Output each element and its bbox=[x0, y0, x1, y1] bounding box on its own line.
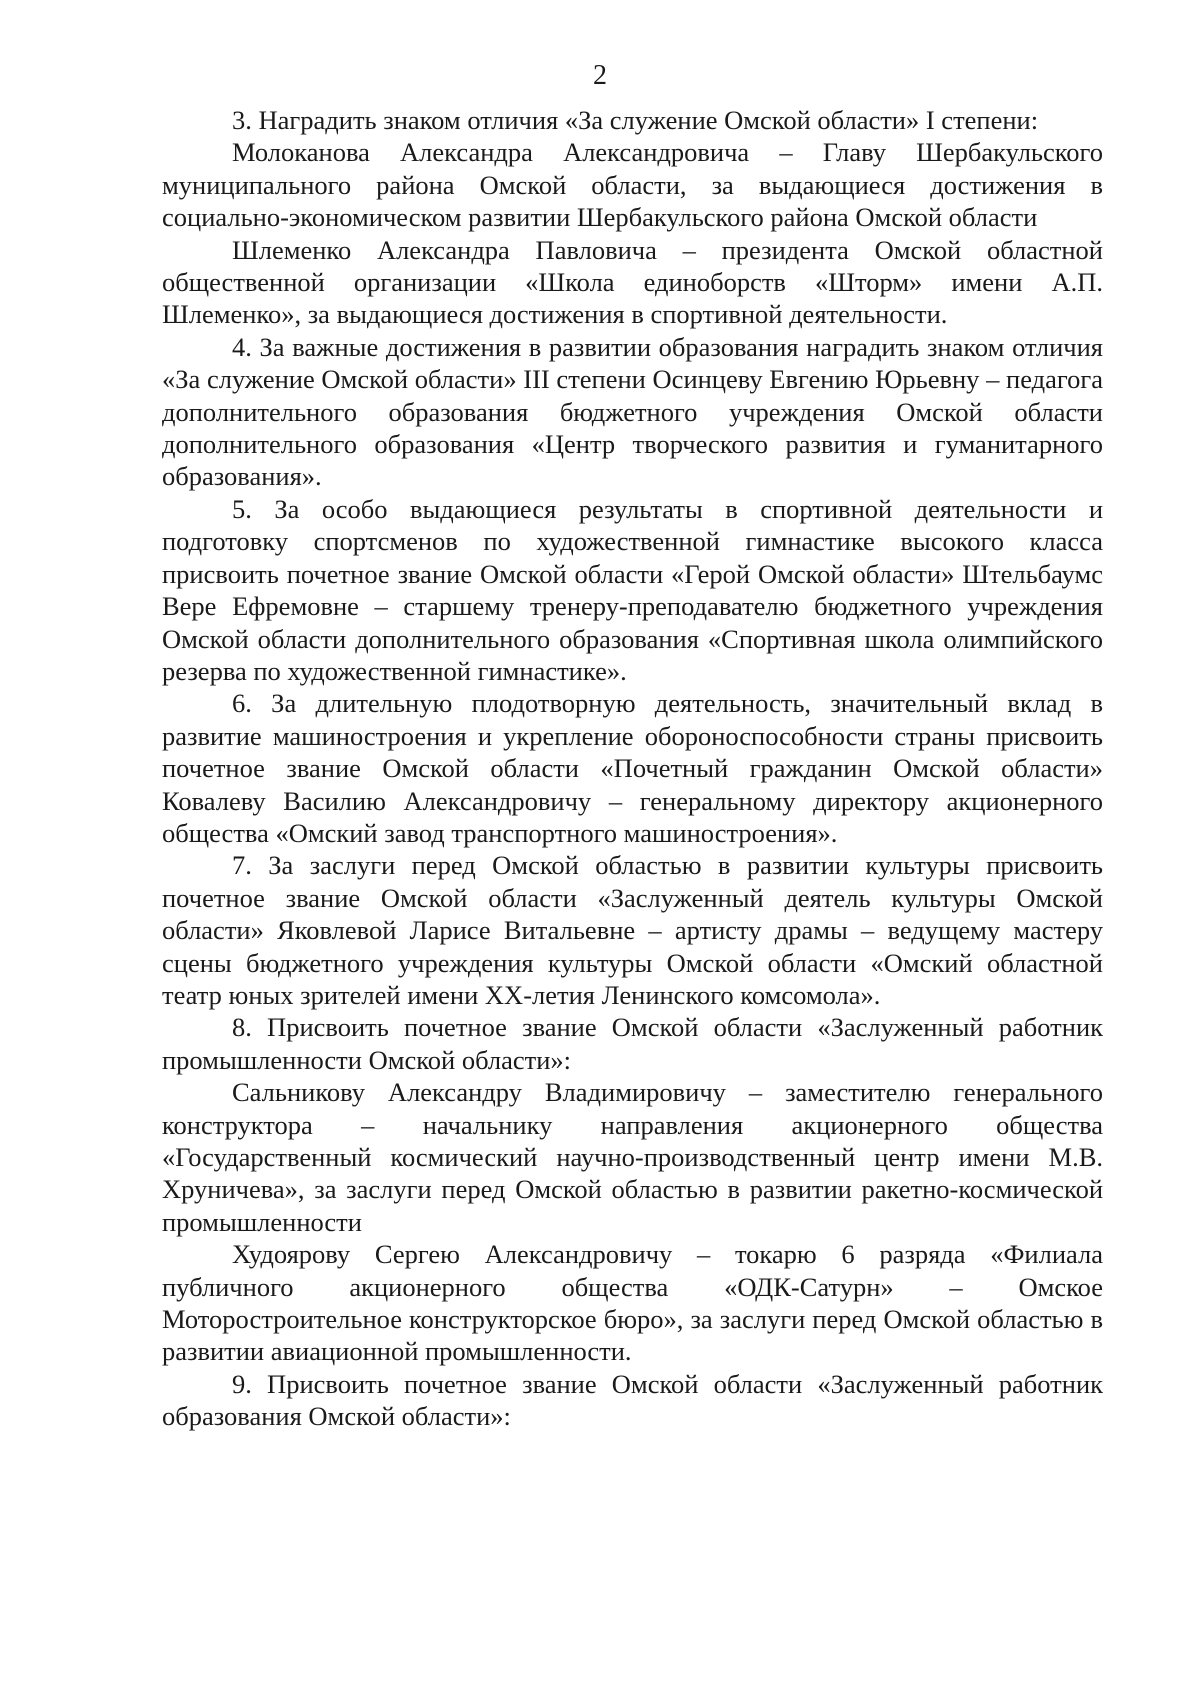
paragraph-shlemenko: Шлеменко Александра Павловича – президента Омской областной общественной организации «Школа единоборств «Шторм» имени А.П. Шлеменко», за выдающиеся достижения в спортивной деятельности. bbox=[162, 234, 1103, 330]
paragraph-item-3: 3. Наградить знаком отличия «За служение Омской области» I степени: bbox=[232, 105, 1039, 135]
paragraph-item-6: 6. За длительную плодотворную деятельность, значительный вклад в развитие машиностроения и укрепление обороноспособности страны присвоить почетное звание Омской области «Почетный гражданин Омской области» Ковалеву Василию Александровичу – генеральному директору акционерного общества «Омский завод транспортного машиностроения». bbox=[162, 688, 1103, 848]
paragraph-item-4: 4. За важные достижения в развитии образования наградить знаком отличия «За служение Омской области» III степени Осинцеву Евгению Юрьевну – педагога дополнительного образования бюджетного учреждения Омской области дополнительного образования «Центр творческого развития и гуманитарного образования». bbox=[162, 331, 1103, 492]
paragraph-item-9: 9. Присвоить почетное звание Омской области «Заслуженный работник образования Омской области»: bbox=[162, 1368, 1103, 1432]
paragraph-molokanov: Молоканова Александра Александровича – Главу Шербакульского муниципального района Омской области, за выдающиеся достижения в социально-экономическом развитии Шербакульского района Омской области bbox=[162, 137, 1103, 233]
paragraph-item-5: 5. За особо выдающиеся результаты в спортивной деятельности и подготовку спортсменов по художественной гимнастике высокого класса присвоить почетное звание Омской области «Герой Омской области» Штельбаумс Вере Ефремовне – старшему тренеру-преподавателю бюджетного учреждения Омской области дополнительного образования «Спортивная школа олимпийского резерва по художественной гимнастике». bbox=[162, 493, 1103, 686]
document-body bbox=[162, 104, 1103, 1433]
paragraph-khudoyarov: Худоярову Сергею Александровичу – токарю 6 разряда «Филиала публичного акционерного общества «ОДК-Сатурн» – Омское Моторостроительное конструкторское бюро», за заслуги перед Омской областью в развитии авиационной промышленности. bbox=[162, 1239, 1103, 1367]
paragraph-item-7: 7. За заслуги перед Омской областью в развитии культуры присвоить почетное звание Омской области «Заслуженный деятель культуры Омской области» Яковлевой Ларисе Витальевне – артисту драмы – ведущему мастеру сцены бюджетного учреждения культуры Омской области «Омский областной театр юных зрителей имени XX-летия Ленинского комсомола». bbox=[162, 850, 1103, 1010]
paragraph-salnikov: Сальникову Александру Владимировичу – заместителю генерального конструктора – начальнику направления акционерного общества «Государственный космический научно-производственный центр имени М.В. Хруничева», за заслуги перед Омской областью в развитии ракетно-космической промышленности bbox=[162, 1077, 1103, 1237]
paragraph-item-8: 8. Присвоить почетное звание Омской области «Заслуженный работник промышленности Омской области»: bbox=[162, 1012, 1103, 1075]
page-number: 2 bbox=[593, 60, 607, 91]
